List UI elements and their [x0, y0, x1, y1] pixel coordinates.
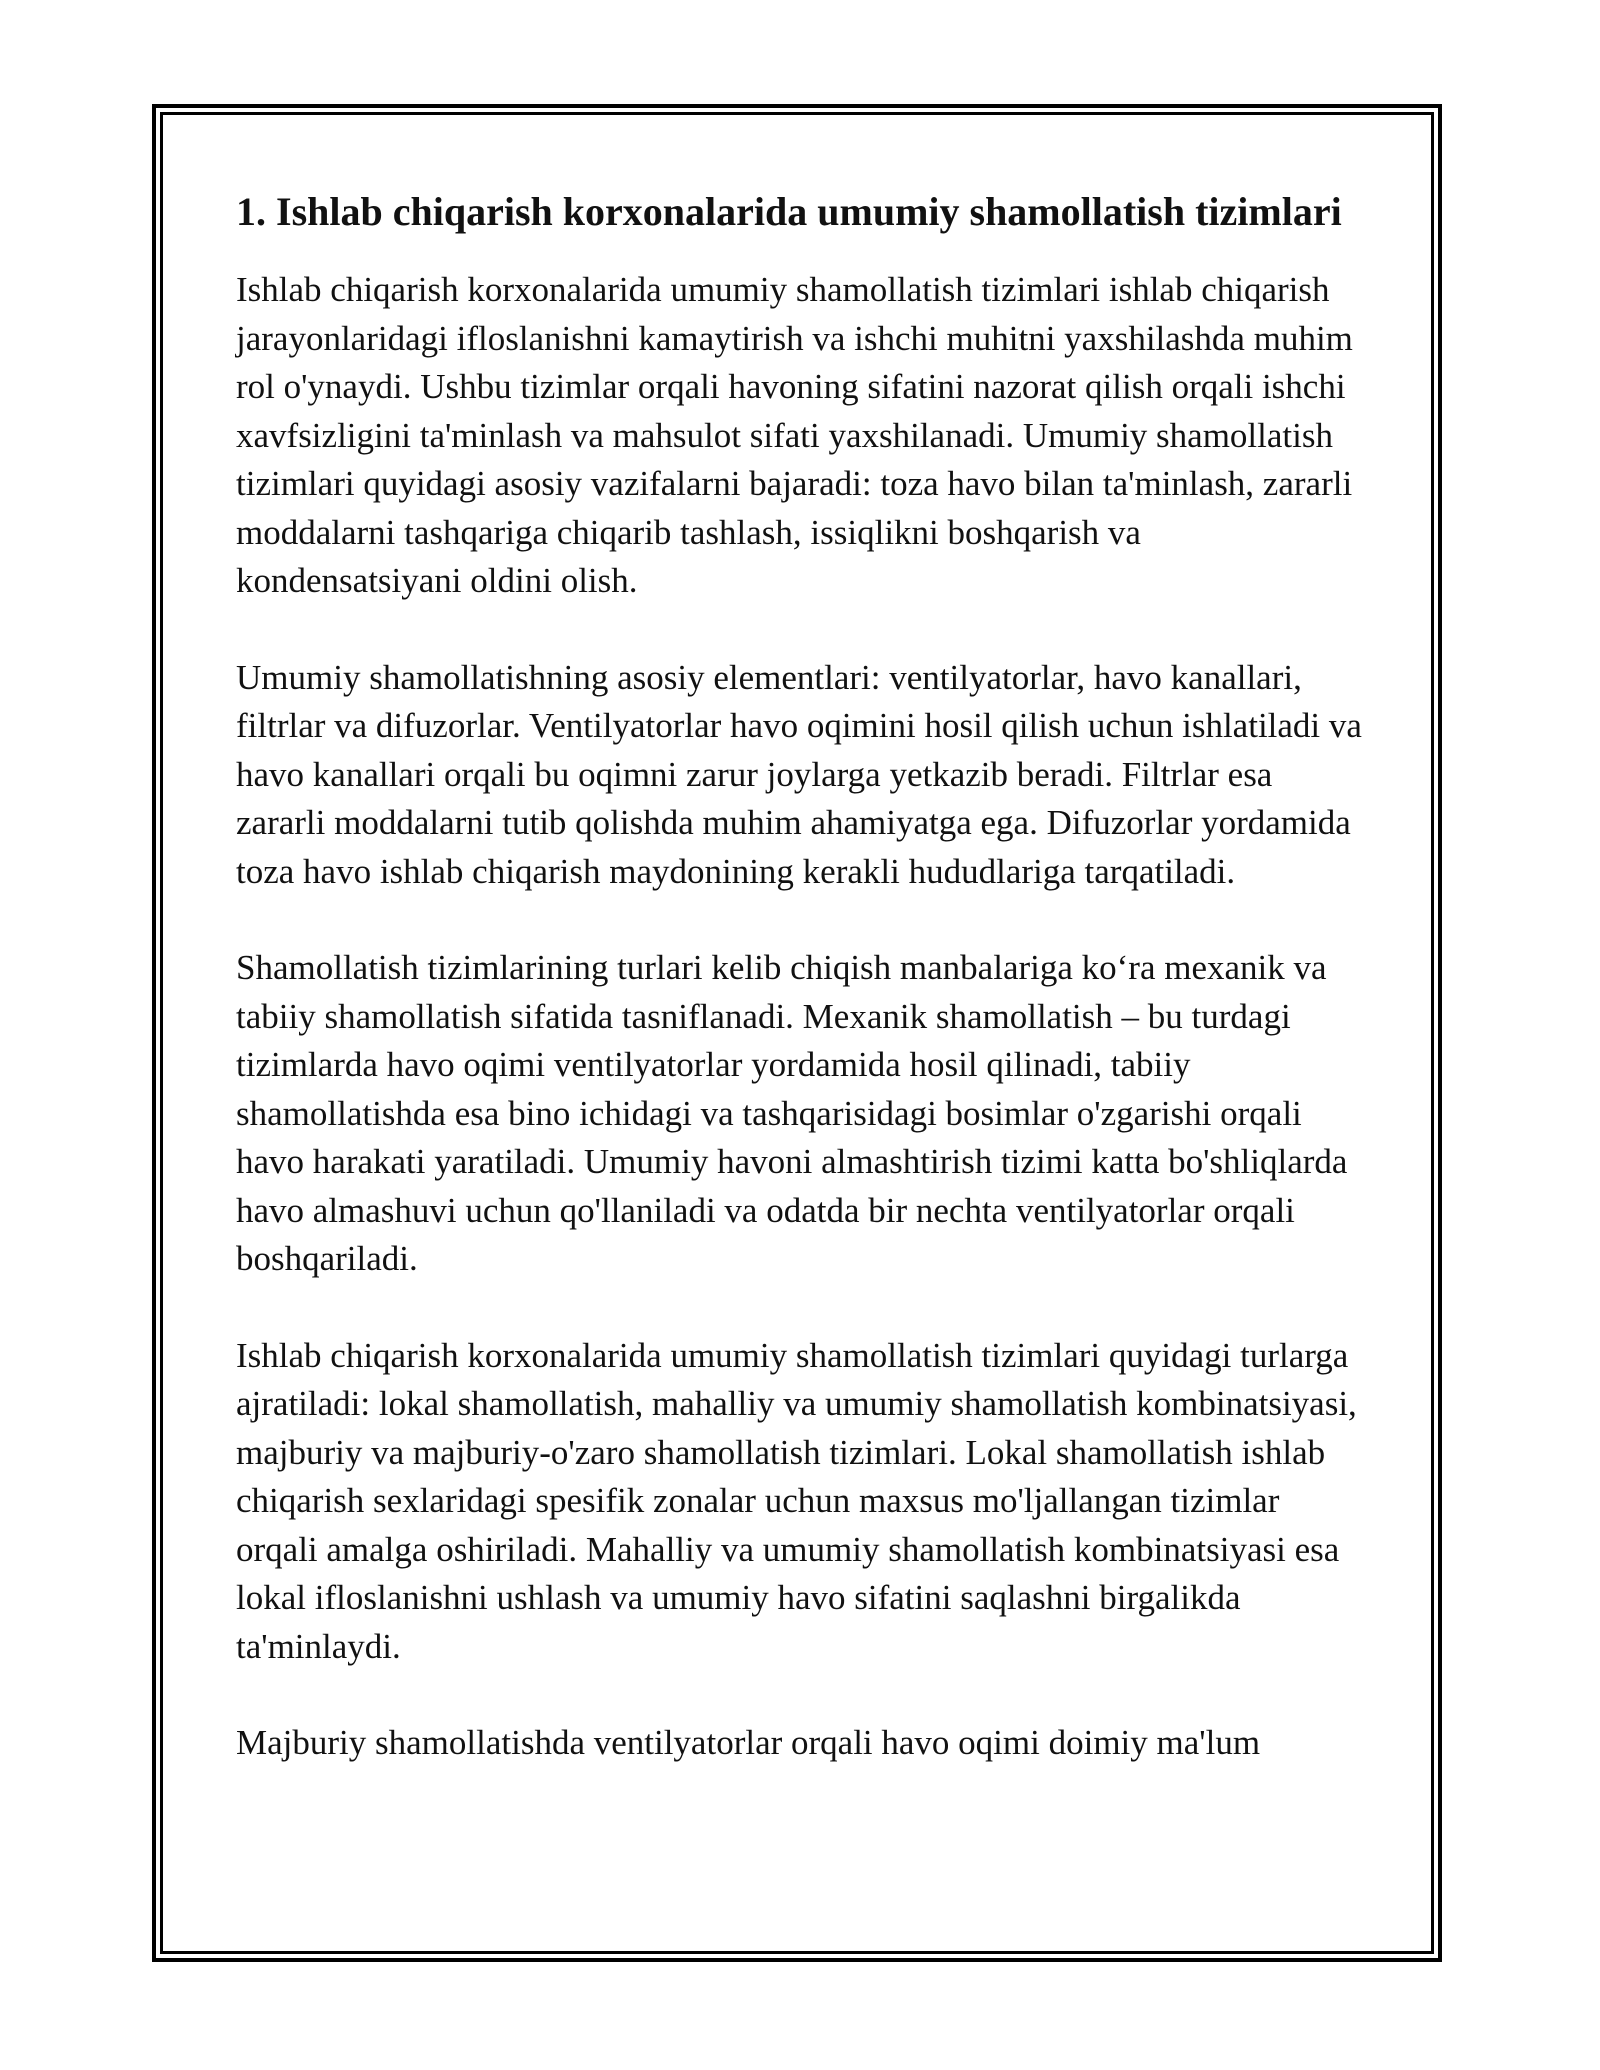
paragraph-5: Majburiy shamollatishda ventilyatorlar orqali havo oqimi doimiy ma'lum: [236, 1723, 1261, 1762]
paragraph-4: Ishlab chiqarish korxonalarida umumiy shamollatish tizimlari quyidagi turlarga ajratiladi: lokal shamollatish, mahalliy va umumiy shamollatish kombinatsiyasi, majburiy va majburiy-o'zaro shamollatish tizimlari. Lokal shamollatish ishlab chiqarish sexlaridagi spesifik zonalar uchun maxsus mo'ljallangan tizimlar orqali amalga oshiriladi. Mahalliy va umumiy shamollatish kombinatsiyasi esa lokal ifloslanishni ushlash va umumiy havo sifatini saqlashni birgalikda ta'minlaydi.: [236, 1335, 1357, 1666]
paragraph-3: Shamollatish tizimlarining turlari kelib chiqish manbalariga koʻra mexanik va tabiiy shamollatish sifatida tasniflanadi. Mexanik shamollatish – bu turdagi tizimlarda havo oqimi ventilyatorlar yordamida hosil qilinadi, tabiiy shamollatishda esa bino ichidagi va tashqarisidagi bosimlar o'zgarishi orqali havo harakati yaratiladi. Umumiy havoni almashtirish tizimi katta bo'shliqlarda havo almashuvi uchun qo'llaniladi va odatda bir nechta ventilyatorlar orqali boshqariladi.: [236, 948, 1348, 1278]
document-body: [236, 184, 1366, 1768]
section-title: 1. Ishlab chiqarish korxonalarida umumiy shamollatish tizimlari: [236, 189, 1342, 234]
paragraph-1: Ishlab chiqarish korxonalarida umumiy shamollatish tizimlari ishlab chiqarish jarayonlaridagi ifloslanishni kamaytirish va ishchi muhitni yaxshilashda muhim rol o'ynaydi. Ushbu tizimlar orqali havoning sifatini nazorat qilish orqali ishchi xavfsizligini ta'minlash va mahsulot sifati yaxshilanadi. Umumiy shamollatish tizimlari quyidagi asosiy vazifalarni bajaradi: toza havo bilan ta'minlash, zararli moddalarni tashqariga chiqarib tashlash, issiqlikni boshqarish va kondensatsiyani oldini olish.: [236, 270, 1353, 600]
paragraph-2: Umumiy shamollatishning asosiy elementlari: ventilyatorlar, havo kanallari, filtrlar va difuzorlar. Ventilyatorlar havo oqimini hosil qilish uchun ishlatiladi va havo kanallari orqali bu oqimni zarur joylarga yetkazib beradi. Filtrlar esa zararli moddalarni tutib qolishda muhim ahamiyatga ega. Difuzorlar yordamida toza havo ishlab chiqarish maydonining kerakli hududlariga tarqatiladi.: [236, 657, 1362, 891]
